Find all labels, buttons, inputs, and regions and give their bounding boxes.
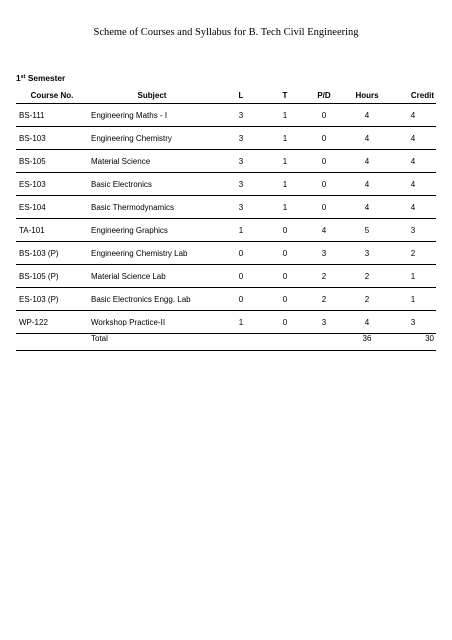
pd-cell: 3: [304, 242, 344, 265]
credit-cell: 3: [390, 219, 436, 242]
pd-cell: 0: [304, 127, 344, 150]
col-header-course-no: Course No.: [16, 87, 88, 104]
course-table: [16, 87, 436, 351]
t-cell: 0: [266, 288, 304, 311]
l-cell: 3: [216, 127, 266, 150]
t-cell: 0: [266, 311, 304, 334]
total-label: Total: [88, 334, 216, 351]
table-row: [16, 127, 436, 150]
subject-cell: Basic Electronics Engg. Lab: [88, 288, 216, 311]
credit-cell: 4: [390, 196, 436, 219]
total-row: [16, 334, 436, 351]
pd-cell: 3: [304, 311, 344, 334]
hours-cell: 4: [344, 104, 390, 127]
credit-cell: 4: [390, 150, 436, 173]
subject-cell: Material Science Lab: [88, 265, 216, 288]
l-cell: 0: [216, 288, 266, 311]
hours-cell: 2: [344, 288, 390, 311]
subject-cell: Engineering Chemistry Lab: [88, 242, 216, 265]
semester-number: 1: [16, 73, 21, 83]
table-row: [16, 104, 436, 127]
t-cell: 1: [266, 196, 304, 219]
credit-cell: 2: [390, 242, 436, 265]
t-cell: 0: [266, 242, 304, 265]
course-no-cell: ES-103: [16, 173, 88, 196]
table-row: [16, 265, 436, 288]
subject-cell: Workshop Practice-II: [88, 311, 216, 334]
course-no-cell: ES-104: [16, 196, 88, 219]
col-header-l: L: [216, 87, 266, 104]
empty-cell: [304, 334, 344, 351]
l-cell: 3: [216, 173, 266, 196]
subject-cell: Engineering Maths - I: [88, 104, 216, 127]
course-no-cell: BS-105 (P): [16, 265, 88, 288]
credit-cell: 3: [390, 311, 436, 334]
pd-cell: 0: [304, 173, 344, 196]
subject-cell: Material Science: [88, 150, 216, 173]
col-header-subject: Subject: [88, 87, 216, 104]
hours-cell: 3: [344, 242, 390, 265]
course-no-cell: TA-101: [16, 219, 88, 242]
hours-cell: 4: [344, 150, 390, 173]
table-row: [16, 196, 436, 219]
table-row: [16, 311, 436, 334]
l-cell: 0: [216, 265, 266, 288]
col-header-pd: P/D: [304, 87, 344, 104]
pd-cell: 2: [304, 265, 344, 288]
l-cell: 1: [216, 219, 266, 242]
semester-suffix: st: [20, 74, 26, 80]
pd-cell: 0: [304, 104, 344, 127]
table-row: [16, 150, 436, 173]
l-cell: 0: [216, 242, 266, 265]
table-row: [16, 242, 436, 265]
l-cell: 3: [216, 196, 266, 219]
credit-cell: 4: [390, 127, 436, 150]
table-row: [16, 173, 436, 196]
credit-cell: 4: [390, 173, 436, 196]
credit-cell: 1: [390, 265, 436, 288]
t-cell: 1: [266, 104, 304, 127]
hours-cell: 4: [344, 127, 390, 150]
l-cell: 3: [216, 104, 266, 127]
l-cell: 3: [216, 150, 266, 173]
subject-cell: Basic Thermodynamics: [88, 196, 216, 219]
hours-cell: 2: [344, 265, 390, 288]
pd-cell: 0: [304, 196, 344, 219]
course-no-cell: BS-105: [16, 150, 88, 173]
pd-cell: 4: [304, 219, 344, 242]
hours-cell: 4: [344, 196, 390, 219]
semester-label: Semester: [27, 73, 66, 83]
empty-cell: [16, 334, 88, 351]
subject-cell: Engineering Chemistry: [88, 127, 216, 150]
empty-cell: [266, 334, 304, 351]
pd-cell: 0: [304, 150, 344, 173]
course-no-cell: BS-103: [16, 127, 88, 150]
t-cell: 1: [266, 173, 304, 196]
document-header: Scheme of Courses and Syllabus for B. Tech Civil Engineering: [93, 27, 359, 38]
l-cell: 1: [216, 311, 266, 334]
subject-cell: Basic Electronics: [88, 173, 216, 196]
total-credit: 30: [390, 334, 436, 351]
t-cell: 0: [266, 219, 304, 242]
course-no-cell: BS-111: [16, 104, 88, 127]
empty-cell: [216, 334, 266, 351]
hours-cell: 4: [344, 311, 390, 334]
table-row: [16, 219, 436, 242]
col-header-hours: Hours: [344, 87, 390, 104]
subject-cell: Engineering Graphics: [88, 219, 216, 242]
total-hours: 36: [344, 334, 390, 351]
col-header-t: T: [266, 87, 304, 104]
credit-cell: 4: [390, 104, 436, 127]
hours-cell: 5: [344, 219, 390, 242]
course-no-cell: ES-103 (P): [16, 288, 88, 311]
semester-heading: [16, 73, 65, 83]
table-row: [16, 288, 436, 311]
t-cell: 1: [266, 127, 304, 150]
col-header-credit: Credit: [390, 87, 436, 104]
t-cell: 0: [266, 265, 304, 288]
table-header-row: [16, 87, 436, 104]
credit-cell: 1: [390, 288, 436, 311]
course-no-cell: BS-103 (P): [16, 242, 88, 265]
t-cell: 1: [266, 150, 304, 173]
pd-cell: 2: [304, 288, 344, 311]
course-no-cell: WP-122: [16, 311, 88, 334]
hours-cell: 4: [344, 173, 390, 196]
